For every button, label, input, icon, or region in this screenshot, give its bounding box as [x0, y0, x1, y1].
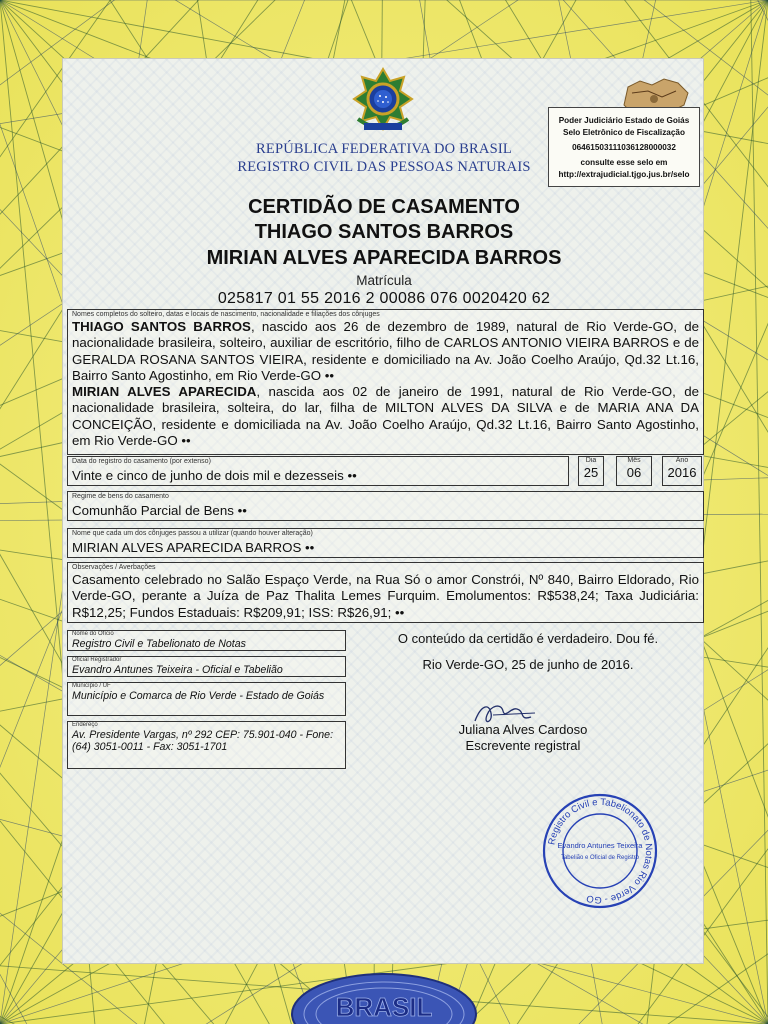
- property-regime-value: Comunhão Parcial de Bens ••: [72, 503, 247, 518]
- property-regime-label: Regime de bens do casamento: [72, 493, 169, 500]
- office-name-value: Registro Civil e Tabelionato de Notas: [72, 638, 246, 650]
- day-label: Dia: [585, 457, 597, 464]
- seal-line-4: consulte esse selo em: [580, 158, 668, 167]
- seal-line-1: Poder Judiciário Estado de Goiás: [558, 116, 690, 125]
- spouse-1-title: THIAGO SANTOS BARROS: [254, 221, 514, 243]
- signer-name: Juliana Alves Cardoso: [458, 722, 588, 737]
- notary-stamp: [541, 792, 659, 910]
- day-value: 25: [583, 465, 599, 480]
- brasil-text: BRASIL: [335, 992, 433, 1022]
- marriage-date-label: Data do registro do casamento (por extenso): [72, 458, 211, 465]
- year-value: 2016: [667, 465, 697, 480]
- spouses-info-label: Nomes completos do solteiro, datas e locais de nascimento, nacionalidade e filiações dos cônjuges: [72, 311, 380, 318]
- officer-box: [67, 656, 346, 677]
- observations-box: [67, 562, 704, 623]
- stamp-ring-text: Registro Civil e Tabelionato de Notas Rio Verde - GO: [546, 796, 655, 906]
- spouse-1-paragraph: [72, 319, 699, 384]
- republic-heading: REPÚBLICA FEDERATIVA DO BRASIL: [256, 141, 512, 157]
- address-box: [67, 721, 346, 769]
- spouse-1-details: , nascido aos 26 de dezembro de 1989, natural de Rio Verde-GO, de nacionalidade brasileira, solteiro, auxiliar de escritório, filho de CARLOS ANTONIO VIEIRA BARROS e de GERALDA ROSANA SANTOS VIEIRA, residente e domiciliado na Av. João Coelho Araújo, Qd.32 Lt.16, Bairro Santo Agostinho, em Rio Verde-GO ••: [72, 319, 699, 383]
- spouse-2-details: , nascida aos 02 de janeiro de 1991, natural de Rio Verde-GO, de nacionalidade brasileira, solteira, do lar, filha de MILTON ALVES DA SILVA e de MARIA ANA DA CONCEIÇÃO, residente e domiciliada na Av. João Coelho Araújo, Qd.32 Lt.16, Bairro Santo Agostinho, em Rio Verde-GO ••: [72, 384, 699, 449]
- office-name-label: Nome do Ofício: [72, 631, 114, 637]
- document-title: CERTIDÃO DE CASAMENTO: [248, 196, 520, 218]
- stamp-name: Evandro Antunes Teixeira: [557, 841, 643, 850]
- observations-label: Observações / Averbações: [72, 564, 156, 571]
- address-label: Endereço: [72, 722, 98, 728]
- matricula-label: Matrícula: [356, 273, 412, 288]
- brasil-emblem: [284, 968, 484, 1024]
- address-value: Av. Presidente Vargas, nº 292 CEP: 75.901-040 - Fone: (64) 3051-0011 - Fax: 3051-1701: [72, 729, 334, 753]
- brazil-coat-of-arms-icon: [350, 67, 416, 135]
- signer-role: Escrevente registral: [465, 738, 581, 753]
- stamp-role: Tabelião e Oficial de Registro: [560, 855, 640, 861]
- officer-label: Oficial Registrador: [72, 657, 122, 663]
- spouse-new-name-box: [67, 528, 704, 558]
- property-regime-box: [67, 491, 704, 521]
- month-value: 06: [626, 465, 642, 480]
- spouse-new-name-label: Nome que cada um dos cônjuges passou a utilizar (quando houver alteração): [72, 530, 313, 537]
- month-cell: [616, 456, 652, 486]
- certificate-paper: [62, 58, 704, 964]
- matricula-number: 025817 01 55 2016 2 00086 076 0020420 62: [217, 290, 551, 307]
- seal-code: 06461503111036128000032: [572, 143, 676, 152]
- seal-line-2: Selo Eletrônico de Fiscalização: [563, 128, 685, 137]
- spouse-2-paragraph: [72, 384, 699, 449]
- year-label: Ano: [675, 457, 689, 464]
- faith-statement: O conteúdo da certidão é verdadeiro. Dou fé.: [397, 631, 659, 646]
- officer-value: Evandro Antunes Teixeira - Oficial e Tabelião: [72, 664, 283, 676]
- municipality-label: Município / UF: [72, 683, 111, 689]
- spouse-1-name: THIAGO SANTOS BARROS: [72, 319, 251, 334]
- spouse-2-name: MIRIAN ALVES APARECIDA: [72, 384, 257, 400]
- marriage-date-value: Vinte e cinco de junho de dois mil e dezesseis ••: [72, 468, 357, 483]
- observations-value: Casamento celebrado no Salão Espaço Verde, na Rua Só o amor Constrói, Nº 840, Bairro Eldorado, Rio Verde-GO, perante a Juíza de Paz Thalita Lemes Furquim. Emolumentos: R$538,24; Taxa Judiciária: R$12,25; Fundos Estaduais: R$209,91; ISS: R$26,91; ••: [72, 572, 699, 620]
- day-cell: [578, 456, 604, 486]
- year-cell: [662, 456, 702, 486]
- seal-url[interactable]: http://extrajudicial.tjgo.jus.br/selo: [558, 170, 690, 179]
- registry-heading: REGISTRO CIVIL DAS PESSOAS NATURAIS: [237, 159, 531, 175]
- marriage-date-box: [67, 456, 569, 486]
- month-label: Mês: [627, 457, 641, 464]
- place-and-date: Rio Verde-GO, 25 de junho de 2016.: [422, 657, 634, 672]
- office-name-box: [67, 630, 346, 651]
- spouses-info-box: [67, 309, 704, 455]
- spouse-2-title: MIRIAN ALVES APARECIDA BARROS: [206, 247, 562, 269]
- municipality-box: [67, 682, 346, 716]
- municipality-value: Município e Comarca de Rio Verde - Estado de Goiás: [72, 690, 325, 702]
- spouse-new-name-value: MIRIAN ALVES APARECIDA BARROS ••: [72, 540, 315, 555]
- electronic-seal-box: [548, 107, 700, 187]
